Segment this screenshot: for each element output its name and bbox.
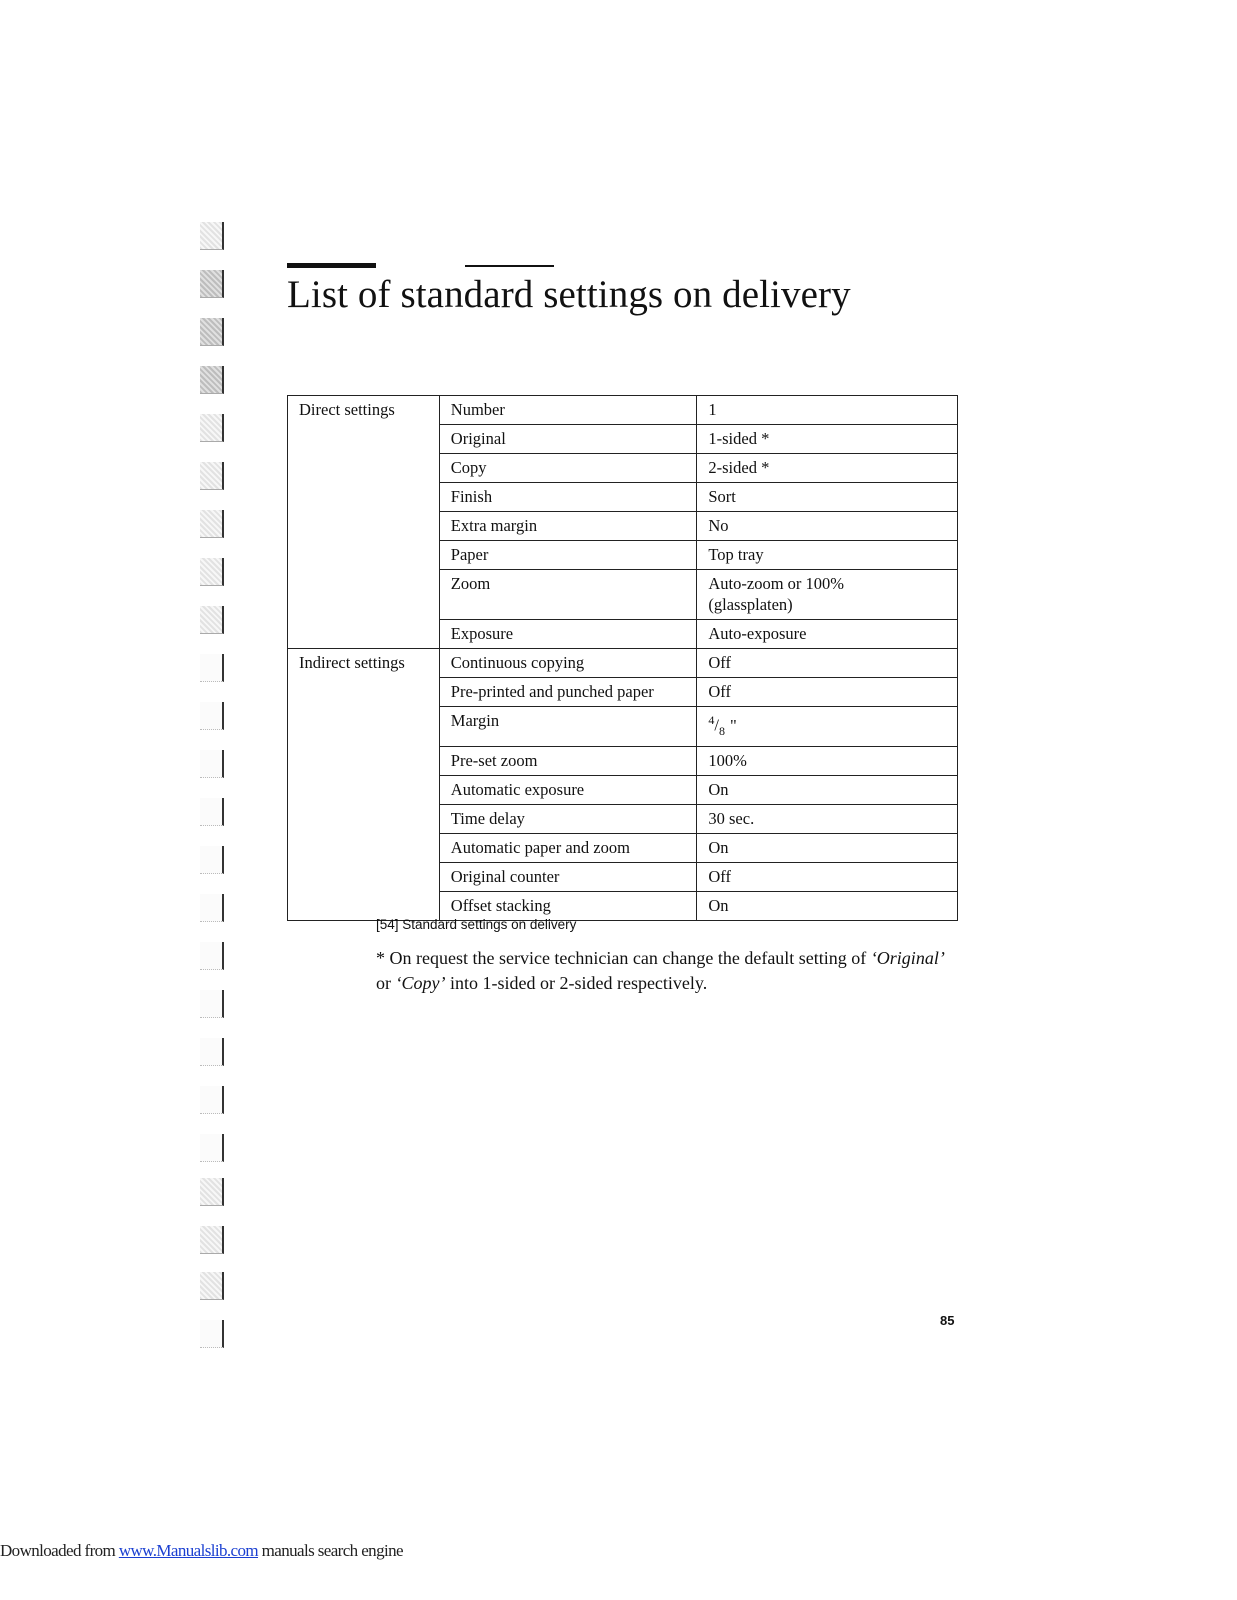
setting-name-cell: Pre-printed and punched paper bbox=[439, 678, 697, 707]
value-text: On bbox=[708, 895, 729, 915]
value-unit: " bbox=[729, 715, 737, 735]
edge-tab bbox=[200, 942, 224, 970]
group-cell: Direct settings bbox=[288, 396, 440, 425]
setting-name-cell: Number bbox=[439, 396, 697, 425]
table-row bbox=[288, 707, 958, 747]
footnote-original: ‘Original’ bbox=[870, 948, 945, 968]
setting-name-cell: Paper bbox=[439, 541, 697, 570]
fraction-numerator: 4 bbox=[708, 713, 715, 727]
setting-value-cell bbox=[697, 891, 958, 920]
page-title: List of standard settings on delivery bbox=[287, 273, 851, 316]
edge-tab bbox=[200, 1226, 224, 1254]
group-cell bbox=[288, 775, 440, 804]
edge-tab bbox=[200, 270, 224, 298]
value-text: Off bbox=[708, 682, 731, 701]
page-number: 85 bbox=[940, 1313, 955, 1328]
setting-name-cell: Automatic exposure bbox=[439, 775, 697, 804]
edge-tab bbox=[200, 1320, 224, 1348]
group-cell: Indirect settings bbox=[288, 649, 440, 678]
group-cell bbox=[288, 891, 440, 920]
edge-tab bbox=[200, 318, 224, 346]
value-text: 1-sided * bbox=[708, 429, 770, 448]
footnote-suffix: into 1-sided or 2-sided respectively. bbox=[445, 973, 708, 993]
value-text: 100% bbox=[708, 750, 747, 770]
table-row bbox=[288, 678, 958, 707]
table-row bbox=[288, 775, 958, 804]
table-caption: [54] Standard settings on delivery bbox=[376, 917, 577, 932]
footer-suffix: manuals search engine bbox=[258, 1541, 403, 1560]
value-text: Sort bbox=[708, 487, 736, 506]
setting-name-cell: Time delay bbox=[439, 804, 697, 833]
setting-value-cell bbox=[697, 512, 958, 541]
group-cell bbox=[288, 678, 440, 707]
setting-name-cell: Margin bbox=[439, 707, 697, 747]
setting-value-cell bbox=[697, 649, 958, 678]
table-row bbox=[288, 891, 958, 920]
table-row bbox=[288, 483, 958, 512]
edge-tab bbox=[200, 1272, 224, 1300]
edge-tab bbox=[200, 894, 224, 922]
table-row bbox=[288, 833, 958, 862]
table-row bbox=[288, 454, 958, 483]
footnote-text: * On request the service technician can change the default setting of bbox=[376, 948, 871, 968]
table-row bbox=[288, 746, 958, 775]
setting-value-cell bbox=[697, 678, 958, 707]
table-row bbox=[288, 396, 958, 425]
edge-tab bbox=[200, 1086, 224, 1114]
group-cell bbox=[288, 512, 440, 541]
value-text: Auto-zoom or 100% bbox=[708, 574, 845, 593]
setting-name-cell: Zoom bbox=[439, 570, 697, 620]
edge-tab bbox=[200, 654, 224, 682]
table-row bbox=[288, 570, 958, 620]
title-rule-thin bbox=[465, 265, 554, 267]
fraction-denominator: 8 bbox=[718, 723, 725, 738]
edge-tab bbox=[200, 798, 224, 826]
setting-name-cell: Pre-set zoom bbox=[439, 746, 697, 775]
edge-tab bbox=[200, 606, 224, 634]
footnote-or: or bbox=[376, 973, 396, 993]
setting-name-cell: Continuous copying bbox=[439, 649, 697, 678]
group-cell bbox=[288, 541, 440, 570]
group-cell bbox=[288, 833, 440, 862]
value-text: On bbox=[708, 779, 729, 799]
setting-value-cell bbox=[697, 620, 958, 649]
value-text: Off bbox=[708, 653, 731, 672]
setting-value-cell bbox=[697, 483, 958, 512]
setting-value-cell bbox=[697, 570, 958, 620]
setting-name-cell: Automatic paper and zoom bbox=[439, 833, 697, 862]
title-rule-thick bbox=[287, 263, 376, 268]
value-text: Off bbox=[708, 866, 731, 886]
setting-value-cell bbox=[697, 746, 958, 775]
setting-name-cell: Exposure bbox=[439, 620, 697, 649]
setting-name-cell: Original counter bbox=[439, 862, 697, 891]
table-row bbox=[288, 620, 958, 649]
table-row bbox=[288, 541, 958, 570]
setting-value-cell bbox=[697, 862, 958, 891]
edge-tab bbox=[200, 462, 224, 490]
setting-value-cell bbox=[697, 396, 958, 425]
edge-tab bbox=[200, 846, 224, 874]
edge-tab bbox=[200, 558, 224, 586]
setting-value-cell bbox=[697, 425, 958, 454]
group-cell bbox=[288, 425, 440, 454]
group-cell bbox=[288, 707, 440, 747]
download-footer bbox=[0, 1541, 403, 1561]
table-row bbox=[288, 425, 958, 454]
table-row bbox=[288, 649, 958, 678]
footnote bbox=[376, 946, 976, 996]
edge-tab bbox=[200, 366, 224, 394]
value-text: On bbox=[708, 837, 729, 857]
group-cell bbox=[288, 454, 440, 483]
setting-name-cell: Finish bbox=[439, 483, 697, 512]
edge-tab bbox=[200, 222, 224, 250]
value-text: 1 bbox=[708, 400, 717, 419]
edge-tab bbox=[200, 990, 224, 1018]
group-cell bbox=[288, 483, 440, 512]
edge-tab bbox=[200, 1178, 224, 1206]
setting-name-cell: Copy bbox=[439, 454, 697, 483]
manualslib-link[interactable]: www.Manualslib.com bbox=[118, 1541, 259, 1560]
group-cell bbox=[288, 746, 440, 775]
edge-tab bbox=[200, 702, 224, 730]
edge-tab bbox=[200, 1038, 224, 1066]
setting-name-cell: Original bbox=[439, 425, 697, 454]
group-cell bbox=[288, 620, 440, 649]
setting-value-cell bbox=[697, 833, 958, 862]
table-row bbox=[288, 512, 958, 541]
edge-tab bbox=[200, 510, 224, 538]
footer-prefix: Downloaded from bbox=[0, 1541, 119, 1560]
edge-tab bbox=[200, 414, 224, 442]
setting-value-cell bbox=[697, 454, 958, 483]
setting-value-cell bbox=[697, 804, 958, 833]
value-text: Top tray bbox=[708, 545, 764, 564]
group-cell bbox=[288, 862, 440, 891]
setting-value-cell: $^4/_8$ " bbox=[697, 707, 958, 747]
value-text: No bbox=[708, 516, 729, 535]
setting-value-cell bbox=[697, 541, 958, 570]
setting-value-cell bbox=[697, 775, 958, 804]
value-text: 2-sided * bbox=[708, 458, 770, 477]
group-cell bbox=[288, 570, 440, 620]
value-text: 30 sec. bbox=[708, 808, 755, 828]
table-row bbox=[288, 862, 958, 891]
value-text: Auto-exposure bbox=[708, 624, 807, 643]
setting-name-cell: Extra margin bbox=[439, 512, 697, 541]
settings-table bbox=[287, 395, 958, 921]
value-text-line2: (glassplaten) bbox=[708, 595, 793, 614]
footnote-copy: ‘Copy’ bbox=[395, 973, 446, 993]
group-cell bbox=[288, 804, 440, 833]
edge-tab bbox=[200, 750, 224, 778]
table-row bbox=[288, 804, 958, 833]
edge-tab bbox=[200, 1134, 224, 1162]
setting-name-cell: Offset stacking bbox=[439, 891, 697, 920]
